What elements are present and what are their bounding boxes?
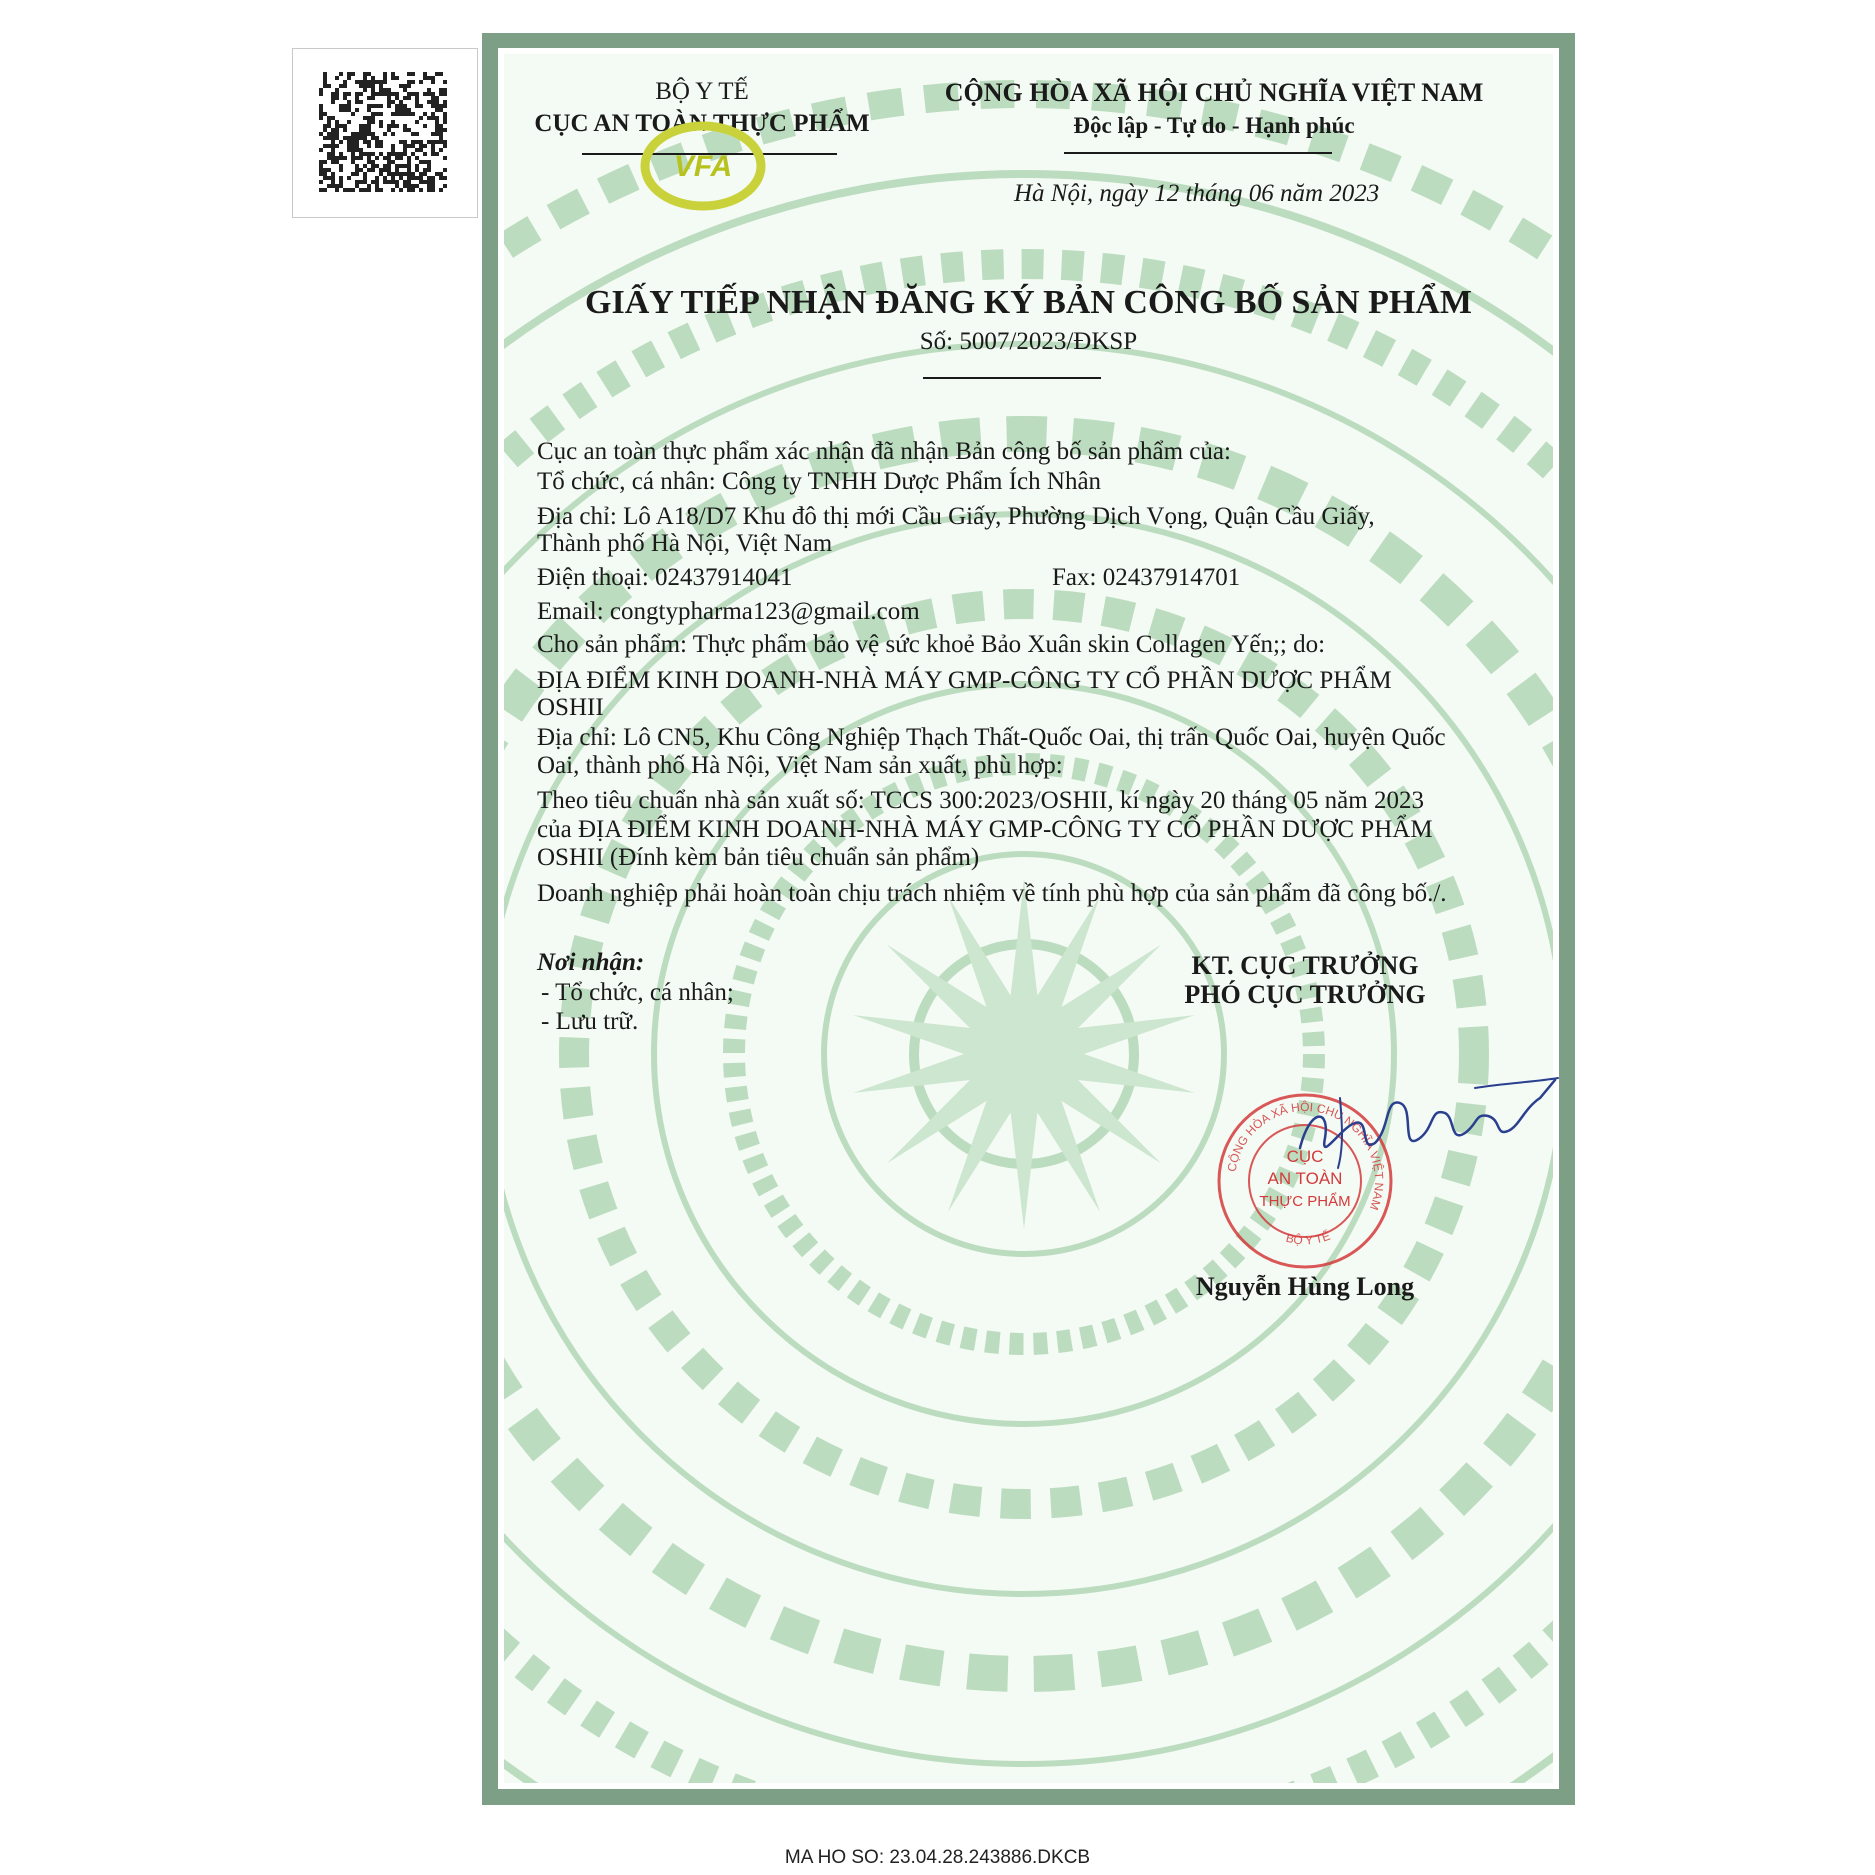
manufacturer-address-1: Địa chỉ: Lô CN5, Khu Công Nghiệp Thạch Thất-Quốc Oai, thị trấn Quốc Oai, huyện Quốc xyxy=(537,724,1446,751)
svg-text:AN TOÀN: AN TOÀN xyxy=(1267,1169,1343,1188)
document-number: Số: 5007/2023/ĐKSP xyxy=(919,328,1138,355)
document-title: GIẤY TIẾP NHẬN ĐĂNG KÝ BẢN CÔNG BỐ SẢN PHẨM xyxy=(585,284,1472,321)
ministry-name: BỘ Y TẾ xyxy=(655,78,749,105)
recipient-item: - Tổ chức, cá nhân; xyxy=(541,979,734,1006)
standard-3: OSHII (Đính kèm bản tiêu chuẩn sản phẩm) xyxy=(537,844,980,871)
issue-date: Hà Nội, ngày 12 tháng 06 năm 2023 xyxy=(1014,180,1380,207)
header-right-rule xyxy=(1064,152,1332,154)
organization-address-2: Thành phố Hà Nội, Việt Nam xyxy=(537,530,833,557)
recipients-heading: Nơi nhận: xyxy=(537,949,645,976)
dossier-code: MA HO SO: 23.04.28.243886.DKCB xyxy=(784,1847,1091,1868)
signer-name: Nguyễn Hùng Long xyxy=(1195,1272,1415,1301)
svg-text:CỘNG HÒA XÃ HỘI CHỦ NGHĨA VIỆT: CỘNG HÒA XÃ HỘI CHỦ NGHĨA VIỆT NAM xyxy=(1224,1099,1387,1212)
country-name: CỘNG HÒA XÃ HỘI CHỦ NGHĨA VIỆT NAM xyxy=(944,78,1484,107)
vfa-logo-icon xyxy=(635,118,771,214)
organization-address-1: Địa chỉ: Lô A18/D7 Khu đô thị mới Cầu Giấy, Phường Dịch Vọng, Quận Cầu Giấy, xyxy=(537,503,1375,530)
signer-title-1: KT. CỤC TRƯỞNG xyxy=(1191,951,1419,980)
national-motto: Độc lập - Tự do - Hạnh phúc xyxy=(1073,113,1355,138)
fax-number: Fax: 02437914701 xyxy=(1052,564,1241,591)
manufacturer-1: ĐỊA ĐIỂM KINH DOANH-NHÀ MÁY GMP-CÔNG TY CỔ PHẦN DƯỢC PHẨM xyxy=(537,667,1392,694)
standard-2: của ĐỊA ĐIỂM KINH DOANH-NHÀ MÁY GMP-CÔNG TY CỔ PHẦN DƯỢC PHẨM xyxy=(537,816,1433,843)
svg-text:CỤC: CỤC xyxy=(1286,1147,1324,1166)
product-name: Cho sản phẩm: Thực phẩm bảo vệ sức khoẻ Bảo Xuân skin Collagen Yến;; do: xyxy=(537,631,1326,658)
qr-code-image xyxy=(319,72,447,192)
manufacturer-address-2: Oai, thành phố Hà Nội, Việt Nam sản xuất, phù hợp: xyxy=(537,752,1063,779)
title-rule xyxy=(923,377,1101,379)
handwritten-signature xyxy=(1280,1068,1560,1178)
standard-1: Theo tiêu chuẩn nhà sản xuất số: TCCS 300:2023/OSHII, kí ngày 20 tháng 05 năm 2023 xyxy=(537,787,1424,814)
svg-text:THỰC PHẨM: THỰC PHẨM xyxy=(1259,1193,1351,1210)
recipient-item: - Lưu trữ. xyxy=(541,1008,639,1035)
email-address: Email: congtypharma123@gmail.com xyxy=(537,598,920,625)
phone-number: Điện thoại: 02437914041 xyxy=(537,564,793,591)
manufacturer-2: OSHII xyxy=(537,694,604,721)
agency-name: CỤC AN TOÀN THỰC PHẨM xyxy=(534,110,870,137)
signer-title-2: PHÓ CỤC TRƯỞNG xyxy=(1184,980,1426,1009)
organization: Tổ chức, cá nhân: Công ty TNHH Dược Phẩm Ích Nhân xyxy=(537,468,1102,495)
responsibility-statement: Doanh nghiệp phải hoàn toàn chịu trách nhiệm về tính phù hợp của sản phẩm đã công bố./. xyxy=(537,880,1447,907)
body-intro: Cục an toàn thực phẩm xác nhận đã nhận Bản công bố sản phẩm của: xyxy=(537,438,1231,465)
qr-code xyxy=(292,48,478,218)
svg-text:VFA: VFA xyxy=(673,150,733,183)
svg-text:BỘ Y TẾ: BỘ Y TẾ xyxy=(1284,1228,1333,1248)
